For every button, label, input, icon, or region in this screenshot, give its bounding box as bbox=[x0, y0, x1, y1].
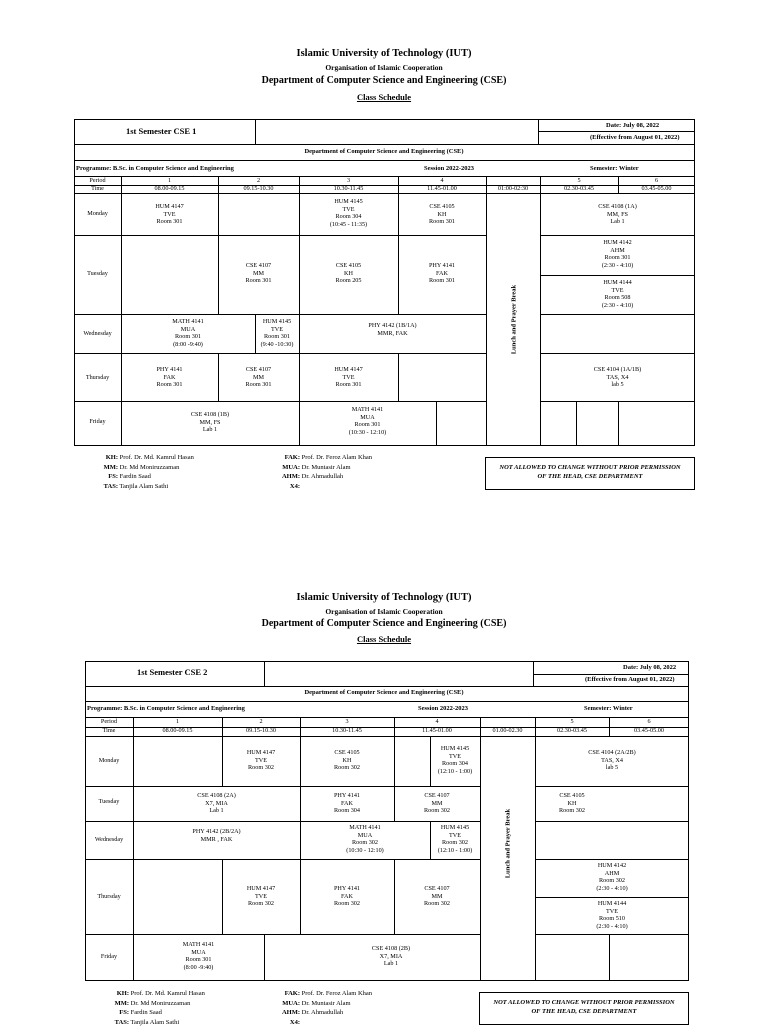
class-cell: HUM 4144 TVE Room 508 (2:30 - 4:10) bbox=[601, 279, 634, 309]
period-5: 5 bbox=[570, 718, 574, 725]
class-cell: CSE 4108 (2B) X7, MIA Lab 1 bbox=[371, 945, 411, 968]
time-header: Time bbox=[91, 185, 104, 192]
class-cell: PHY 4141 FAK Room 302 bbox=[333, 885, 361, 908]
class-cell: CSE 4108 (2A) X7, MIA Lab 1 bbox=[197, 792, 236, 815]
time-2: 09.15-10.30 bbox=[243, 185, 274, 192]
programme-label: Programme: B.Sc. in Computer Science and Engineering bbox=[76, 165, 234, 172]
day-thursday: Thursday bbox=[85, 374, 110, 381]
time-lunch: 01:00-02:30 bbox=[497, 185, 529, 192]
period-1: 1 bbox=[167, 177, 172, 184]
class-cell: HUM 4145 TVE Room 302 (12:10 - 1:00) bbox=[437, 824, 473, 854]
faculty-legend-right: FAK: Prof. Dr. Feroz Alam Khan MUA: Dr. Muntasir Alam AHM: Dr. Ahmadullah X4: bbox=[281, 990, 373, 1026]
class-cell: CSE 4105 KH Room 302 bbox=[334, 749, 360, 772]
period-3: 3 bbox=[345, 718, 349, 725]
day-tuesday: Tuesday bbox=[98, 798, 120, 805]
faculty-legend-left: KH: Prof. Dr. Md. Kamrul Hasan MM: Dr. Md Moniruzzaman FS: Fardin Saad TAS: Tanjila Alam Sathi bbox=[103, 454, 194, 490]
university-title: Islamic University of Technology (IUT) bbox=[296, 48, 472, 59]
class-cell: PHY 4141 FAK Room 301 bbox=[156, 366, 183, 389]
date-label: Date: July 08, 2022 bbox=[623, 664, 677, 671]
class-cell: MATH 4141 MUA Room 301 (8:00 -9:40) bbox=[172, 318, 204, 348]
time-3: 10.30-11.45 bbox=[332, 727, 362, 734]
time-4: 11.45-01.00 bbox=[422, 727, 452, 734]
class-cell: CSE 4108 (1B) MM, FS Lab 1 bbox=[190, 411, 230, 434]
period-header: Period bbox=[100, 718, 118, 725]
class-cell: CSE 4107 MM Room 301 bbox=[245, 262, 272, 285]
class-cell: CSE 4105 KH Room 205 bbox=[335, 262, 362, 285]
organisation-subtitle: Organisation of Islamic Cooperation bbox=[325, 63, 443, 72]
faculty-legend-right: FAK: Prof. Dr. Feroz Alam Khan MUA: Dr. Muntasir Alam AHM: Dr. Ahmadullah X4: bbox=[281, 454, 373, 490]
time-lunch: 01.00-02.30 bbox=[492, 727, 523, 734]
time-5: 02.30-03.45 bbox=[564, 185, 594, 192]
lunch-break-label: Lunch and Prayer Break bbox=[504, 808, 512, 879]
class-cell: HUM 4144 TVE Room 510 (2:30 - 4:10) bbox=[596, 900, 628, 930]
department-title: Department of Computer Science and Engineering (CSE) bbox=[261, 75, 507, 86]
class-cell: HUM 4145 TVE Room 304 (12:10 - 1:00) bbox=[437, 745, 473, 775]
class-cell: PHY 4142 (2B/2A) MMR , FAK bbox=[192, 828, 241, 843]
class-cell: CSE 4107 MM Room 302 bbox=[424, 885, 450, 908]
period-header: Period bbox=[89, 177, 106, 184]
class-cell: PHY 4141 FAK Room 304 bbox=[333, 792, 361, 815]
day-friday: Friday bbox=[89, 418, 106, 425]
time-6: 03.45-05.00 bbox=[634, 727, 664, 734]
time-2: 09.15-10.30 bbox=[246, 727, 276, 734]
permission-notice: NOT ALLOWED TO CHANGE WITHOUT PRIOR PERMISSION OF THE HEAD, CSE DEPARTMENT bbox=[479, 992, 689, 1025]
day-monday: Monday bbox=[87, 210, 108, 217]
session-label: Session 2022-2023 bbox=[424, 165, 475, 172]
class-cell: HUM 4147 TVE Room 301 bbox=[155, 203, 184, 226]
class-cell: MATH 4141 MUA Room 301 (8:00 -9:40) bbox=[182, 941, 215, 971]
effective-label: (Effective from August 01, 2022) bbox=[590, 134, 680, 141]
class-cell: CSE 4104 (2A/2B) TAS, X4 lab 5 bbox=[588, 749, 636, 772]
permission-notice: NOT ALLOWED TO CHANGE WITHOUT PRIOR PERMISSION OF THE HEAD, CSE DEPARTMENT bbox=[485, 457, 695, 490]
class-cell: CSE 4107 MM Room 301 bbox=[245, 366, 272, 389]
class-cell: CSE 4108 (1A) MM, FS Lab 1 bbox=[598, 203, 637, 226]
period-1: 1 bbox=[175, 718, 180, 725]
day-wednesday: Wednesday bbox=[83, 330, 112, 337]
day-monday: Monday bbox=[98, 757, 120, 764]
class-cell: HUM 4145 TVE Room 301 (9:40 -10:30) bbox=[260, 318, 294, 348]
semester-label: 1st Semester CSE 1 bbox=[126, 126, 197, 136]
faculty-legend-left: KH: Prof. Dr. Md. Kamrul Hasan MM: Dr. Md Moniruzzaman FS: Fardin Saad TAS: Tanjila Alam Sathi bbox=[114, 990, 205, 1026]
class-cell: PHY 4142 (1B/1A) MMR, FAK bbox=[368, 322, 417, 337]
date-label: Date: July 08, 2022 bbox=[606, 122, 660, 129]
semester-season: Semester: Winter bbox=[584, 705, 633, 712]
class-cell: HUM 4142 AHM Room 301 (2:30 - 4:10) bbox=[601, 239, 634, 269]
period-6: 6 bbox=[647, 718, 651, 725]
class-cell: CSE 4107 MM Room 302 bbox=[424, 792, 450, 815]
class-cell: CSE 4105 KH Room 301 bbox=[429, 203, 455, 226]
semester-label: 1st Semester CSE 2 bbox=[137, 667, 208, 677]
time-1: 08.00-09.15 bbox=[162, 727, 193, 734]
class-cell: CSE 4105 KH Room 302 bbox=[559, 792, 585, 815]
time-6: 03.45-05.00 bbox=[641, 185, 672, 192]
class-cell: HUM 4147 TVE Room 302 bbox=[246, 749, 276, 772]
period-4: 4 bbox=[440, 177, 444, 184]
schedule-heading: Class Schedule bbox=[356, 634, 412, 644]
time-header: Time bbox=[102, 727, 116, 734]
class-cell: MATH 4141 MUA Room 301 (10:30 - 12:10) bbox=[348, 406, 387, 436]
day-thursday: Thursday bbox=[97, 893, 121, 900]
organisation-subtitle: Organisation of Islamic Cooperation bbox=[325, 607, 443, 616]
period-2: 2 bbox=[256, 177, 261, 184]
period-4: 4 bbox=[435, 718, 439, 725]
programme-label: Programme: B.Sc. in Computer Science and Engineering bbox=[87, 705, 245, 712]
dept-row: Department of Computer Science and Engineering (CSE) bbox=[304, 689, 464, 696]
semester-season: Semester: Winter bbox=[590, 165, 639, 172]
class-cell: HUM 4147 TVE Room 301 bbox=[334, 366, 363, 389]
department-title: Department of Computer Science and Engineering (CSE) bbox=[261, 618, 507, 629]
lunch-break-label: Lunch and Prayer Break bbox=[510, 284, 518, 355]
period-2: 2 bbox=[259, 718, 263, 725]
dept-row: Department of Computer Science and Engineering (CSE) bbox=[304, 148, 464, 155]
schedule-heading: Class Schedule bbox=[356, 92, 412, 102]
period-5: 5 bbox=[577, 177, 581, 184]
day-wednesday: Wednesday bbox=[94, 836, 124, 843]
session-label: Session 2022-2023 bbox=[418, 705, 469, 712]
class-cell: CSE 4104 (1A/1B) TAS, X4 lab 5 bbox=[593, 366, 642, 389]
time-5: 02.30-03.45 bbox=[557, 727, 587, 734]
day-friday: Friday bbox=[100, 953, 118, 960]
period-3: 3 bbox=[346, 177, 351, 184]
university-title: Islamic University of Technology (IUT) bbox=[296, 592, 472, 603]
class-cell: HUM 4145 TVE Room 304 (10:45 - 11:35) bbox=[329, 198, 368, 228]
class-cell: MATH 4141 MUA Room 302 (10:30 - 12:10) bbox=[346, 824, 384, 854]
time-3: 10.30-11.45 bbox=[333, 185, 364, 192]
class-cell: HUM 4147 TVE Room 302 bbox=[246, 885, 276, 908]
period-6: 6 bbox=[654, 177, 659, 184]
effective-label: (Effective from August 01, 2022) bbox=[585, 676, 675, 683]
day-tuesday: Tuesday bbox=[87, 270, 108, 277]
class-cell: PHY 4141 FAK Room 301 bbox=[428, 262, 456, 285]
time-4: 11.45-01.00 bbox=[427, 185, 457, 192]
class-cell: HUM 4142 AHM Room 302 (2:30 - 4:10) bbox=[596, 862, 628, 892]
time-1: 08.00-09.15 bbox=[154, 185, 185, 192]
